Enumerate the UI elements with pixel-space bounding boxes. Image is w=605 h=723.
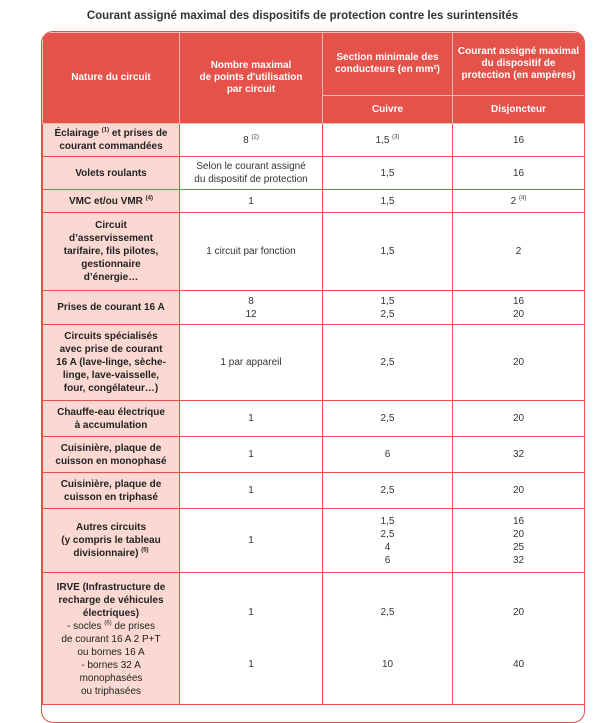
cell-courant: 20 xyxy=(453,325,585,401)
table-row xyxy=(43,573,585,705)
cell-points: 1 xyxy=(180,190,323,213)
table-row xyxy=(43,325,585,401)
cell-nature: Volets roulants xyxy=(43,157,180,190)
cell-courant: 20 xyxy=(453,401,585,437)
cell-courant: 16 xyxy=(453,157,585,190)
cell-courant: 2 xyxy=(453,213,585,291)
cell-section: 1,5 2,5 xyxy=(323,291,453,325)
cell-nature: VMC et/ou VMR $^{(4)}$ xyxy=(43,190,180,213)
table-row xyxy=(43,291,585,325)
table-row xyxy=(43,509,585,573)
cell-nature: Éclairage $^{(1)}$ et prises de courant commandées xyxy=(43,124,180,157)
cell-points: 1 xyxy=(180,401,323,437)
cell-section: 1,5 2,5 4 6 xyxy=(323,509,453,573)
cell-section: 1,5 xyxy=(323,213,453,291)
cell-section: 2,5 10 xyxy=(323,573,453,705)
cell-nature: IRVE (Infrastructure de recharge de véhicules électriques) - socles $^{(6)}$ de prises de courant 16 A 2 P+T ou bornes 16 A - bornes 32 A monophasées ou triphasées xyxy=(43,573,180,705)
cell-points: 1 xyxy=(180,473,323,509)
header-points: Nombre maximal de points d'utilisation par circuit xyxy=(180,33,323,124)
table-row xyxy=(43,124,585,157)
cell-courant: 32 xyxy=(453,437,585,473)
cell-points: 1 circuit par fonction xyxy=(180,213,323,291)
cell-section: 1,5 xyxy=(323,190,453,213)
cell-courant: 16 xyxy=(453,124,585,157)
header-cuivre: Cuivre xyxy=(323,96,453,124)
cell-courant: 16 20 xyxy=(453,291,585,325)
cell-points: Selon le courant assigné du dispositif de protection xyxy=(180,157,323,190)
cell-points: 8 $^{(2)}$ xyxy=(180,124,323,157)
cell-nature: Autres circuits (y compris le tableau divisionnaire) $^{(5)}$ xyxy=(43,509,180,573)
cell-courant: 2 $^{(4)}$ xyxy=(453,190,585,213)
protection-table xyxy=(41,31,585,723)
table-row xyxy=(43,157,585,190)
cell-courant: 16 20 25 32 xyxy=(453,509,585,573)
cell-nature: Prises de courant 16 A xyxy=(43,291,180,325)
cell-nature: Cuisinière, plaque de cuisson en monophasé xyxy=(43,437,180,473)
header-nature: Nature du circuit xyxy=(43,33,180,124)
cell-courant: 20 40 xyxy=(453,573,585,705)
table-row xyxy=(43,401,585,437)
table-row xyxy=(43,213,585,291)
table-row xyxy=(43,190,585,213)
table-row xyxy=(43,437,585,473)
cell-section: 2,5 xyxy=(323,473,453,509)
table-row xyxy=(43,473,585,509)
cell-section: 6 xyxy=(323,437,453,473)
cell-nature: Circuits spécialisés avec prise de courant 16 A (lave-linge, sèche- linge, lave-vaisselle, four, congélateur…) xyxy=(43,325,180,401)
cell-points: 1 xyxy=(180,437,323,473)
cell-nature: Circuit d’asservissement tarifaire, fils pilotes, gestionnaire d’énergie… xyxy=(43,213,180,291)
cell-nature: Cuisinière, plaque de cuisson en triphasé xyxy=(43,473,180,509)
cell-section: 2,5 xyxy=(323,325,453,401)
header-courant: Courant assigné maximal du dispositif de protection (en ampères) xyxy=(453,33,585,96)
cell-section: 1,5 xyxy=(323,157,453,190)
header-section: Section minimale des conducteurs (en mm²) xyxy=(323,33,453,96)
header-disjoncteur: Disjoncteur xyxy=(453,96,585,124)
cell-section: 2,5 xyxy=(323,401,453,437)
cell-courant: 20 xyxy=(453,473,585,509)
cell-section: 1,5 $^{(3)}$ xyxy=(323,124,453,157)
cell-points: 1 xyxy=(180,509,323,573)
cell-points: 8 12 xyxy=(180,291,323,325)
cell-nature: Chauffe-eau électrique à accumulation xyxy=(43,401,180,437)
cell-points: 1 1 xyxy=(180,573,323,705)
table-title: Courant assigné maximal des dispositifs de protection contre les surintensités xyxy=(86,10,519,22)
cell-points: 1 par appareil xyxy=(180,325,323,401)
